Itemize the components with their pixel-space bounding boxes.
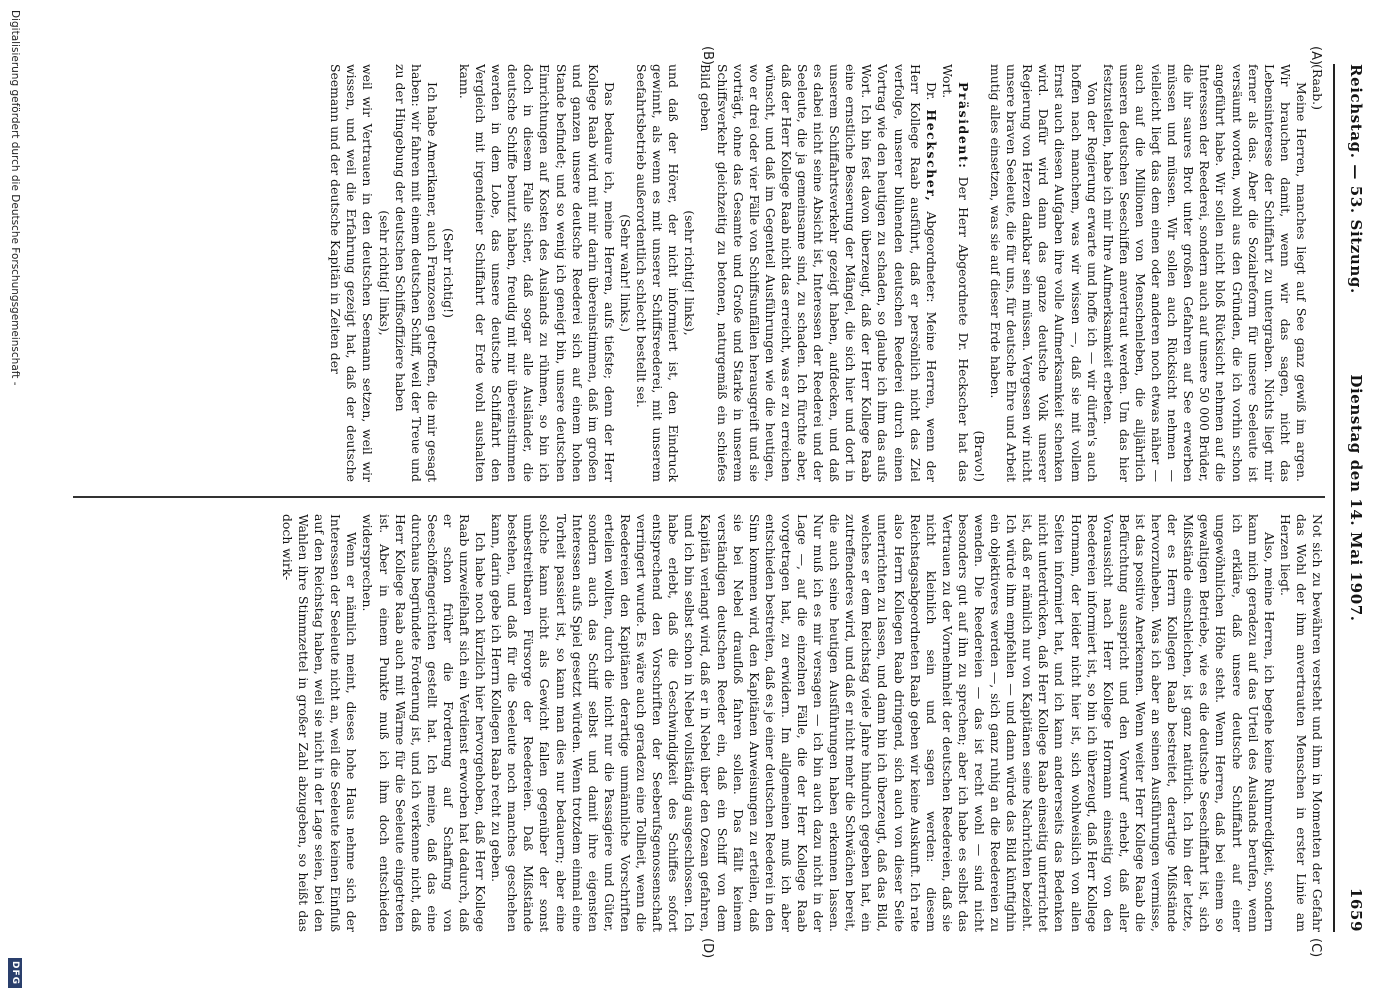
right-column	[65, 514, 1325, 932]
interjection: (Sehr wahr! links.)	[617, 214, 633, 332]
paragraph: weil wir Vertrauen in den deutschen Seemann setzen, weil wir wissen, und weil die Erfahrung gezeigt hat, daß der deutsche Seemann und der deutsche Kapitän in Zeiten der	[328, 64, 376, 482]
paragraph: Das bedaure ich, meine Herren, aufs tiefste; denn der Herr Kollege Raab wird mit mir darin übereinstimmen, daß im großen und ganzen unsere deutsche Reederei sich auf einem hohen Stande befindet; und so wenig ich geneigt bin, unsere deutschen Einrichtungen auf Kosten des Auslands zu rühmen, so bin ich doch in diesem Falle sicher, daß sogar alle Ausländer, die deutsche Schiffe benutzt haben, freudig mit mir übereinstimmen werden in dem Lobe, das unsere deutsche Schiffahrt den Vergleich mit irgendeiner Schiffahrt der Erde wohl aushalten kann.	[457, 64, 617, 482]
interjection: (sehr richtig! links),	[682, 210, 698, 336]
left-column	[65, 64, 1325, 482]
paragraph: Also, meine Herren, ich begehe keine Ruhmredigkeit, sondern kann mich geradezu auf das Urteil des Auslands berufen, wenn ich erkläre, daß unsere deutsche Schiffahrt auf einer ungewöhnlichen Höhe steht. Wenn Herren, daß bei einem so gewaltigen Betriebe, wie es die deutsche Seeschiffahrt ist, sich Mißstände einschleichen, ist ganz natürlich. Ich bin der letzte, der es Herrn Kollegen Raab bestreitet, derartige Mißstände hervorzuheben. Was ich aber an seinen Ausführungen vermisse, ist das positive Anerkennen. Wenn weiter Herr Kollege Raab die Befürchtung ausspricht und den Vorwurf erhebt, daß aller Voraussicht nach Herr Kollege Hormann einseitig von den Reedereien informiert ist, so bin ich überzeugt, daß Herr Kollege Hormann, der leider nicht hier ist, sich wohlweislich von allen Seiten informiert hat, und ich kann andererseits das Bedenken nicht unterdrücken, daß Herr Kollege Raab einseitig unterrichtet ist, daß er nämlich nur von Kapitänen seine Nachrichten bezieht. Ich würde ihm empfehlen — und dann würde das Bild künftighin ein objektiveres werden —, sich ganz ruhig an die Reedereien zu wenden. Die Reedereien — das ist recht wohl — sind nicht besonders gut auf ihn zu sprechen; aber ich habe es selbst das Vertrauen zu der Vornehmheit der deutschen Reedereien, daß sie nicht kleinlich sein und sagen werden: diesem Reichstagsabgeordneten Raab geben wir keine Auskunft. Ich rate also Herrn Kollegen Raab dringend, sich auch von dieser Seite unterrichten zu lassen, und dann bin ich überzeugt, daß das Bild, welches er dem Reichstag viele Jahre hindurch gegeben hat, ein zutreffenderes wird, und daß er nicht mehr die Schwächen bereit, die auch seine heutigen Ausführungen haben erkennen lassen. Nur muß ich es mir versagen — ich bin auch dazu nicht in der Lage —, auf die einzelnen Fälle, die der Herr Kollege Raab vorgetragen hat, zu erwidern. Im allgemeinen muß ich aber entschieden bestreiten, daß es je einer deutschen Reederei in den Sinn kommen wird, den Kapitänen Anweisungen zu erteilen, daß sie bei Nebel draufloß fahren sollen. Das fällt keinem verständigen deutschen Reeder ein, daß ein Schiff von dem Kapitän verlangt wird, daß er in Nebel über den Ozean gefahren, und ich bin selbst schon in Nebel vollständig ausgeschlossen. Ich habe erlebt, daß die Geschwindigkeit des Schiffes sofort entsprechend den Vorschriften der Seeberufsgenossenschaft verringert wurde. Es wäre auch geradezu eine Tollheit, wenn die Reedereien den Kapitänen derartige unmännliche Vorschriften erteilen wollten, durch die nicht nur die Passagiere und Güter, sondern auch das Schiff selbst und damit ihre eigensten Interessen aufs Spiel gesetzt würden. Wenn trotzdem einmal eine Torheit passiert ist, so kann man dies nur bedauern; aber eine solche kann nicht als Gewicht fallen gegenüber der sonst unbestreitbaren Fürsorge der Reedereien. Daß Mißstände bestehen, und daß für die Seeleute noch manches geschehen kann, darin gebe ich Herrn Kollegen Raab recht zu geben.	[489, 514, 1277, 932]
paragraph: Meine Herren, wenn der Herr Kollege Raab ausführt, daß er persönlich nicht das Ziel verfolge, unserer blühenden deutschen Reederei durch einen Vortrag wie den heutigen zu schaden, so glaube ich ihm das aufs Wort. Ich bin fest davon überzeugt, daß der Herr Kollege Raab eine ernstliche Besserung der Mängel, die sich hier und dort in unserem Schiffahrtsverkehr gezeigt haben, aufdecken, und daß es dabei nicht seine Absicht ist, Interessen der Reederei und der Seeleute, die ja gemeinsame sind, zu schaden. Ich fürchte aber, daß der Herr Kollege Raab nicht das erreicht, was er zu erreichen wünscht, und daß im Gegenteil Ausführungen wie die heutigen, wo er drei oder vier Fälle von Schiffsunfällen herausgreift und sie vorträgt, ohne das Gesamte und Große und Starke in unserem Schiffsverkehr gleichzeitig zu betonen, naturgemäß ein schiefes Bild geben	[698, 64, 939, 482]
header-date: Dienstag den 14. Mai 1907.	[1347, 374, 1365, 622]
margin-letter-c: (C)	[1308, 938, 1323, 958]
paragraph: und daß der Hörer, der nicht informiert ist, den Eindruck gewinnt, als wenn es mit unserer Schiffsreederei, mit unserem Seefahrtsbetrieb außerordentlich schlecht bestellt sei.	[634, 64, 682, 482]
speaker-name: Heckscher,	[923, 109, 939, 203]
speaker-title: Dr.	[923, 82, 939, 101]
dfg-logo: DFG	[8, 958, 22, 988]
paragraph: Not sich zu bewähren versteht und ihm in Momenten der Gefahr das Wohl der ihm anvertrauten Menschen in erster Linie am Herzen liegt.	[1277, 514, 1325, 932]
speaker-tag: (Raab.)	[1310, 64, 1325, 110]
header-rule	[1333, 64, 1335, 932]
footer-credit: Digitalisierung gefördert durch die Deutsche Forschungsgemeinschaft -	[9, 10, 21, 386]
margin-letter-d: (D)	[700, 938, 715, 959]
header-session: Reichstag. — 53. Sitzung.	[1347, 64, 1365, 294]
paragraph: Ich habe noch kürzlich hier hervorgehoben, daß Herr Kollege Raab unzweifelhaft sich ein Verdienst erworben hat dadurch, daß er schon früher die Forderung auf Schaffung von Seeschöffengerichten gestellt hat. Ich meine, daß das eine durchaus begründete Forderung ist, und ich verkenne nicht, daß Herr Kollege Raab auch mit Wärme für die Seeleute eingetreten ist. Aber in einem Punkte muß ich ihm doch entschieden widersprechen.	[360, 514, 489, 932]
paragraph: Von der Regierung erwarte und hoffe ich — wir dürfen's auch hoffen nach manchem, was wir wissen —, daß sie mit vollem Ernst auch diesen Aufgaben ihre volle Aufmerksamkeit schenken wird. Dafür wird dann das ganze deutsche Volk unserer Regierung von Herzen dankbar sein müssen. Vergessen wir nicht unsere braven Seeleute, die für uns, für deutsche Ehre und Arbeit mutig alles einsetzen, was sie auf dieser Erde haben.	[988, 64, 1100, 482]
interjection: (Sehr richtig!)	[440, 228, 456, 318]
header-page-number: 1659	[1347, 887, 1365, 932]
president-text: Der Herr Abgeordnete Dr. Heckscher hat das Wort.	[939, 64, 971, 482]
column-divider	[73, 496, 1325, 498]
speaker-role: Abgeordneter:	[923, 211, 939, 303]
president-line	[939, 64, 971, 482]
president-label: Präsident:	[955, 82, 971, 170]
speaker-intro	[697, 64, 938, 482]
interjection: (Bravo!)	[972, 430, 988, 482]
paragraph: Ich habe Amerikaner, auch Franzosen getroffen, die mir gesagt haben: wir fahren mit einem deutschen Schiff, weil der Treue und zu der Hingebung der deutschen Schiffsoffiziere haben	[392, 64, 440, 482]
interjection: (sehr richtig! links),	[376, 210, 392, 336]
margin-letter-b: (B)	[700, 46, 715, 66]
paragraph: Meine Herren, manches liegt auf See ganz gewiß im argen. Wir brauchen damit, wenn wir das sagen, nicht das Lebensinteresse der Schiffahrt zu untergraben. Nichts liegt mir ferner als das. Aber die Sozialreform für unsere Seeleute ist versäumt worden, wohl aus den Gründen, die ich vorhin schon angeführt habe. Wir sollen nicht bloß Rücksicht nehmen auf die Interessen der Reederei, sondern auch auf unsere 50 000 Brüder, die ihr saures Brot unter großen Gefahren auf See erwerben müssen und müssen. Wir sollen auch Rücksicht nehmen — vielleicht liegt das dem einen oder anderen noch etwas näher — auch auf die Millionen von Menschenleben, die alljährlich unseren deutschen Seeschiffen anvertraut werden. Um das hier festzustellen, habe ich mir Ihre Aufmerksamkeit erbeten.	[1100, 64, 1309, 482]
page-header	[1341, 64, 1365, 932]
margin-letter-a: (A)	[1308, 46, 1323, 66]
digitization-footer	[3, 0, 25, 1000]
paragraph: Wenn er nämlich meint, dieses hohe Haus nehme sich der Interessen der Seeleute nicht an, weil die Seeleute keinen Einfluß auf den Reichstag haben, weil sie nicht in der Lage seien, bei den Wahlen ihre Stimmzettel in großer Zahl abzugeben, so heißt das doch wirk-	[280, 514, 360, 932]
